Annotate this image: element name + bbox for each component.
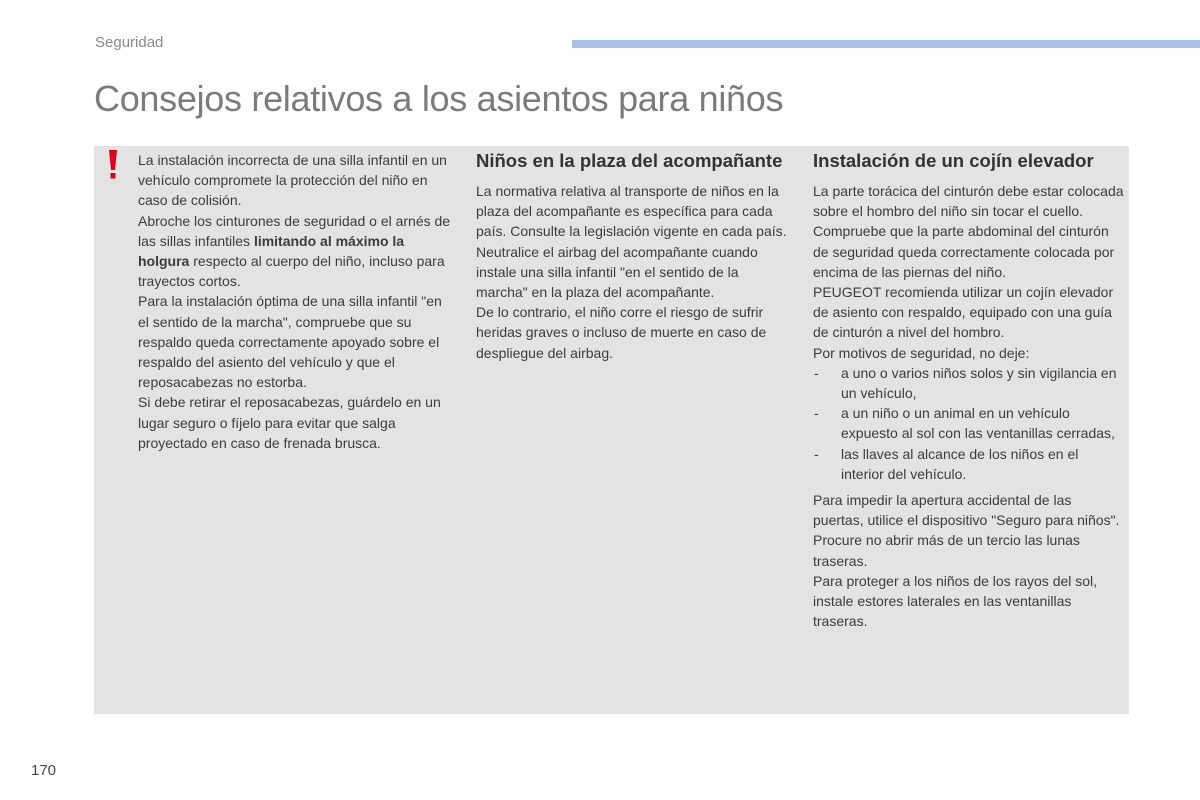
list-item-text: a uno o varios niños solos y sin vigilancia en un vehículo, (841, 364, 1117, 402)
booster-paragraph: Compruebe que la parte abdominal del cinturón de seguridad queda correctamente colocada por encima de las piernas del niño. (813, 223, 1115, 280)
list-item (813, 444, 1125, 484)
booster-paragraph: Por motivos de seguridad, no deje: (813, 344, 1030, 361)
content-panel (94, 146, 1129, 714)
booster-cushion-heading: Instalación de un cojín elevador (813, 150, 1094, 171)
passenger-paragraph: Neutralice el airbag del acompañante cuando instale una silla infantil "en el sentido de la marcha" en la plaza del acompañante. (476, 243, 758, 301)
warning-paragraph: La instalación incorrecta de una silla infantil en un vehículo compromete la protección del niño en caso de colisión. (138, 152, 447, 209)
warning-paragraph (138, 211, 454, 292)
booster-paragraph: Procure no abrir más de un tercio las lunas traseras. (813, 532, 1080, 569)
list-item (813, 403, 1125, 443)
list-dash: - (814, 405, 819, 422)
list-item-text: a un niño o un animal en un vehículo expuesto al sol con las ventanillas cerradas, (841, 405, 1115, 442)
booster-cushion-column (813, 146, 1125, 631)
warning-emphasis: limitando al máximo la holgura (138, 232, 405, 270)
warning-paragraph: Si debe retirar el reposacabezas, guárdelo en un lugar seguro o fíjelo para evitar que salga proyectado en caso de frenada brusca. (138, 394, 441, 451)
warning-text: respecto al cuerpo del niño, incluso para trayectos cortos. (138, 253, 445, 290)
list-item (813, 363, 1125, 403)
booster-paragraph: La parte torácica del cinturón debe estar colocada sobre el hombro del niño sin tocar el cuello. (813, 183, 1124, 220)
page-title: Consejos relativos a los asientos para niños (94, 78, 784, 119)
passenger-paragraph: La normativa relativa al transporte de niños en la plaza del acompañante es específica para cada país. Consulte la legislación vigente en cada país. (476, 183, 787, 240)
booster-paragraph: PEUGEOT recomienda utilizar un cojín elevador de asiento con respaldo, equipado con una guía de cinturón a nivel del hombro. (813, 284, 1114, 341)
safety-list (813, 363, 1125, 484)
list-dash: - (814, 364, 819, 381)
warning-text: Abroche los cinturones de seguridad o el arnés de las sillas infantiles (138, 212, 451, 249)
booster-paragraph: Para impedir la apertura accidental de las puertas, utilice el dispositivo "Seguro para niños". (813, 492, 1120, 529)
header-accent-bar (572, 40, 1200, 48)
section-label: Seguridad (95, 34, 164, 51)
booster-paragraph: Para proteger a los niños de los rayos del sol, instale estores laterales en las ventanillas traseras. (813, 572, 1098, 630)
list-dash: - (814, 445, 819, 462)
warning-paragraph: Para la instalación óptima de una silla infantil "en el sentido de la marcha", compruebe que su respaldo queda correctamente apoyado sobre el respaldo del asiento del vehículo y que el reposacabezas no estorba. (138, 293, 442, 391)
exclamation-icon (106, 149, 120, 181)
list-item-text: las llaves al alcance de los niños en el interior del vehículo. (841, 445, 1079, 482)
page-number: 170 (31, 762, 57, 779)
passenger-seat-heading: Niños en la plaza del acompañante (476, 150, 783, 171)
passenger-seat-column (476, 146, 788, 363)
warning-column (138, 150, 454, 453)
passenger-paragraph: De lo contrario, el niño corre el riesgo de sufrir heridas graves o incluso de muerte en caso de despliegue del airbag. (476, 304, 767, 361)
